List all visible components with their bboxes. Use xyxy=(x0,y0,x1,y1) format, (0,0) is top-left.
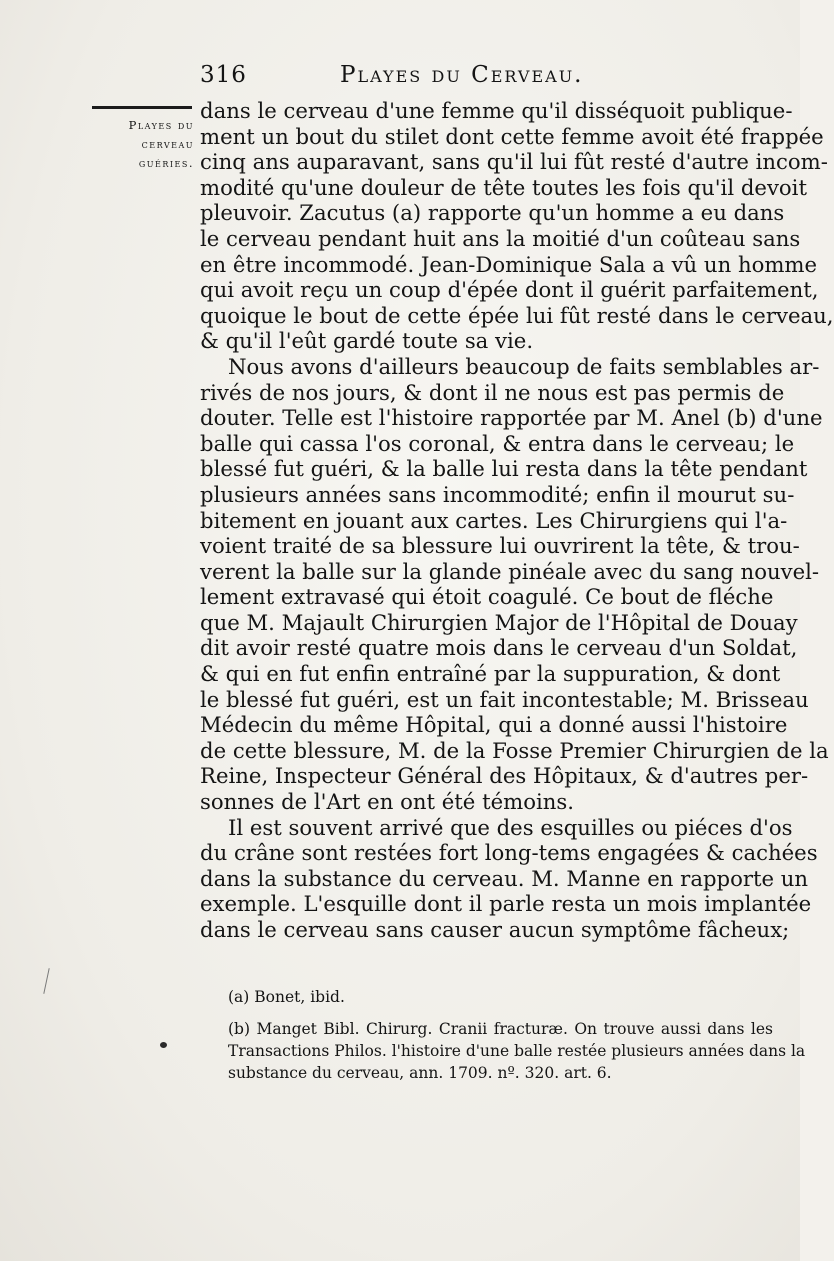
text-line: plusieurs années sans incommodité; enfin il mourut su- xyxy=(200,481,795,507)
text-line: dans la substance du cerveau. M. Manne en rapporte un xyxy=(200,865,809,891)
edge-mark xyxy=(43,968,49,994)
page-number: 316 xyxy=(200,62,247,88)
text-line: verent la balle sur la glande pinéale avec du sang nouvel- xyxy=(200,558,820,584)
text-line: dans le cerveau sans causer aucun symptôme fâcheux; xyxy=(200,917,790,942)
text-line: pleuvoir. Zacutus (a) rapporte qu'un homme a eu dans xyxy=(200,200,785,226)
text-line: sonnes de l'Art en ont été témoins. xyxy=(200,789,575,815)
margin-note-line: cerveau xyxy=(141,137,194,151)
text-line: exemple. L'esquille dont il parle resta un mois implantée xyxy=(200,891,812,917)
text-line: ment un bout du stilet dont cette femme avoit été frappée xyxy=(200,123,824,149)
text-line: douter. Telle est l'histoire rapportée par M. Anel (b) d'une xyxy=(200,405,823,431)
text-line: de cette blessure, M. de la Fosse Premier Chirurgien de la xyxy=(200,737,829,763)
margin-rule xyxy=(92,106,192,109)
text-line: & qui en fut enfin entraîné par la suppuration, & dont xyxy=(200,661,781,687)
page-header xyxy=(200,62,760,94)
footnote-b xyxy=(228,1018,806,1084)
text-line: voient traité de sa blessure lui ouvrirent la tête, & trou- xyxy=(200,533,800,559)
text-line: bitement en jouant aux cartes. Les Chirurgiens qui l'a- xyxy=(200,507,788,533)
text-line: Médecin du même Hôpital, qui a donné aussi l'histoire xyxy=(200,712,788,738)
text-line: blessé fut guéri, & la balle lui resta dans la tête pendant xyxy=(200,456,808,482)
text-line: le blessé fut guéri, est un fait incontestable; M. Brisseau xyxy=(200,686,809,712)
body-text xyxy=(200,98,834,943)
footnote-b-line: Transactions Philos. l'histoire d'une balle restée plusieurs années dans la xyxy=(228,1042,806,1060)
footnotes xyxy=(228,986,806,1084)
margin-note xyxy=(92,116,194,173)
text-line: qui avoit reçu un coup d'épée dont il guérit parfaitement, xyxy=(200,277,819,303)
margin-note-line: Playes du xyxy=(128,118,194,132)
text-line: quoique le bout de cette épée lui fût resté dans le cerveau, xyxy=(200,302,834,328)
text-line: Nous avons d'ailleurs beaucoup de faits semblables ar- xyxy=(228,353,820,379)
text-line: Reine, Inspecteur Général des Hôpitaux, & d'autres per- xyxy=(200,763,809,789)
text-line: dans le cerveau d'une femme qu'il disséquoit publique- xyxy=(200,98,793,123)
text-line: que M. Majault Chirurgien Major de l'Hôpital de Douay xyxy=(200,609,798,635)
text-line: du crâne sont restées fort long-tems engagées & cachées xyxy=(200,840,818,866)
text-line: cinq ans auparavant, sans qu'il lui fût resté d'autre incom- xyxy=(200,149,828,175)
text-line: le cerveau pendant huit ans la moitié d'un coûteau sans xyxy=(200,225,801,251)
text-line: en être incommodé. Jean-Dominique Sala a vû un homme xyxy=(200,251,818,277)
text-line: rivés de nos jours, & dont il ne nous est pas permis de xyxy=(200,379,785,405)
ink-spot xyxy=(160,1042,167,1048)
footnote-b-line: (b) Manget Bibl. Chirurg. Cranii fracturæ. On trouve aussi dans les xyxy=(228,1020,773,1038)
text-line: & qu'il l'eût gardé toute sa vie. xyxy=(200,328,534,354)
footnote-a: (a) Bonet, ibid. xyxy=(228,988,345,1006)
running-head: Playes du Cerveau. xyxy=(340,62,584,88)
margin-note-line: guéries. xyxy=(138,156,194,170)
text-line: balle qui cassa l'os coronal, & entra dans le cerveau; le xyxy=(200,430,795,456)
text-line: modité qu'une douleur de tête toutes les fois qu'il devoit xyxy=(200,174,807,200)
text-line: Il est souvent arrivé que des esquilles ou piéces d'os xyxy=(228,814,793,840)
footnote-b-line: substance du cerveau, ann. 1709. nº. 320. art. 6. xyxy=(228,1064,612,1082)
text-line: dit avoir resté quatre mois dans le cerveau d'un Soldat, xyxy=(200,635,798,661)
text-line: lement extravasé qui étoit coagulé. Ce bout de fléche xyxy=(200,584,774,610)
